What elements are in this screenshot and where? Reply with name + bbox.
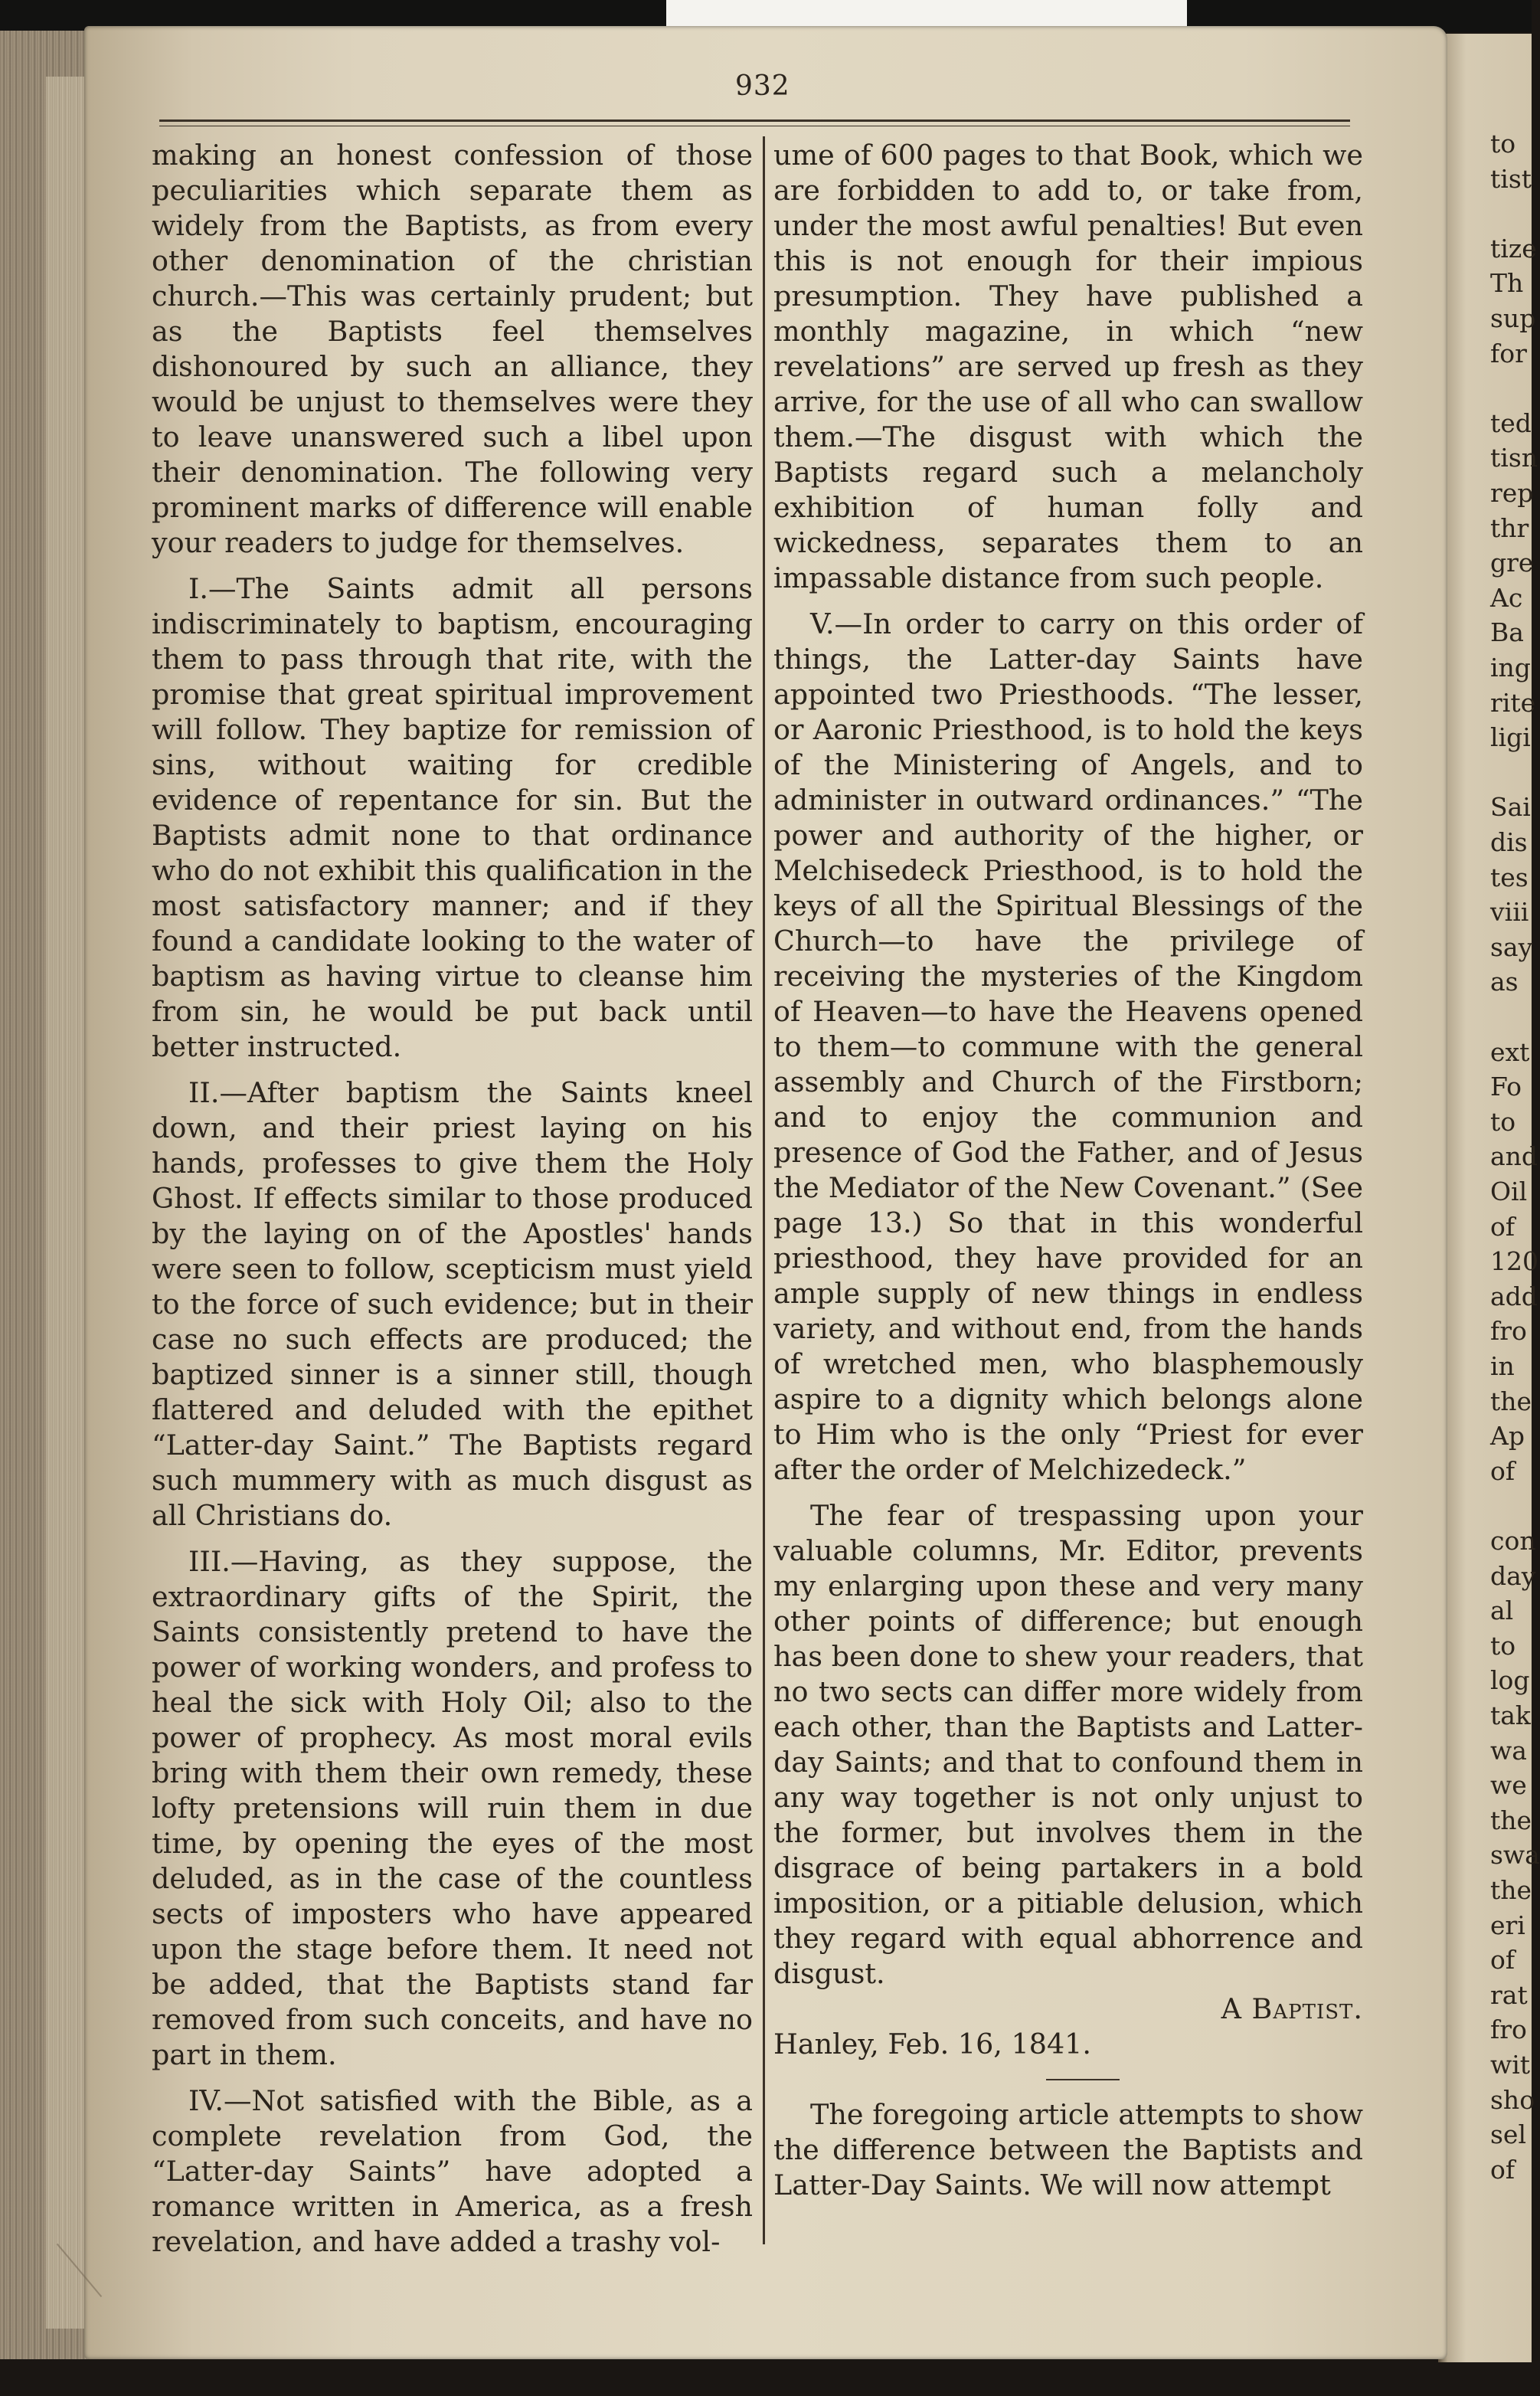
page-edges-inner xyxy=(46,77,84,2329)
paragraph-closing: The fear of trespassing upon your valuable columns, Mr. Editor, prevents my enlarging upon these and very many other points of difference; but enough has been done to shew your readers, that no two sects can differ more widely from each other, than the Baptists and Latter-day Saints; and that to confound them in any way together is not only unjust to the former, but involves them in the disgrace of being partakers in a bold imposition, or a pitiable delusion, which they regard with equal abhorrence and disgust. xyxy=(773,1499,1363,1990)
next-page-fragment xyxy=(1490,758,1536,788)
paragraph-section-4: IV.—Not satisfied with the Bible, as a complete revelation from God, the “Latter-day Saints” have adopted a romance written in America, as a fresh revelation, and have added a trashy vol- xyxy=(152,2084,753,2258)
next-page-fragment: Th xyxy=(1490,268,1524,299)
next-page-fragment: fro xyxy=(1490,2015,1527,2045)
next-page-fragment: and xyxy=(1490,1141,1538,1172)
next-page-fragment: to xyxy=(1490,1106,1516,1137)
next-page-fragment xyxy=(1490,198,1536,229)
paragraph-section-3: III.—Having, as they suppose, the extraordinary gifts of the Spirit, the Saints consistently pretend to have the power of working wonders, and profess to heal the sick with Holy Oil; also to the power of prophecy. As most moral evils bring with them their own remedy, these lofty pretensions will ruin them in due time, by opening the eyes of the most deluded, as in the case of the countless sects of imposters who have appeared upon the stage before them. It need not be added, that the Baptists stand far removed from such conceits, and have no part in them. xyxy=(152,1545,753,2071)
place-date: Hanley, Feb. 16, 1841. xyxy=(773,2028,1091,2060)
next-page-fragment: swa xyxy=(1490,1840,1540,1871)
next-page-fragment: ing xyxy=(1490,653,1531,682)
next-page-fragment: we xyxy=(1490,1770,1527,1801)
next-page-fragment: the xyxy=(1490,1386,1532,1416)
next-page-fragment: sel xyxy=(1490,2119,1527,2150)
right-column xyxy=(773,138,1363,2203)
next-page-fragment: add xyxy=(1490,1281,1538,1311)
next-page-fragment: sup xyxy=(1490,303,1536,333)
next-page-fragment: gre xyxy=(1490,548,1534,578)
next-page-fragment: ext xyxy=(1490,1036,1530,1067)
next-page-fragment: log xyxy=(1490,1665,1530,1696)
column-divider xyxy=(763,136,765,2244)
next-page-fragment: tes xyxy=(1490,862,1529,892)
paragraph-section-5: V.—In order to carry on this order of things, the Latter-day Saints have appointed two Priesthoods. “The lesser, or Aaronic Priesthood, is to hold the keys of the Ministering of Angels, and to administer in outward ordinances.” “The power and authority of the higher, or Melchisedeck Priesthood, is to hold the keys of all the Spiritual Blessings of the Church—to have the privilege of receiving the mysteries of the Kingdom of Heaven—to have the Heavens opened to them—to commune with the general assembly and Church of the Firstborn; and to enjoy the communion and presence of God the Father, and of Jesus the Mediator of the New Covenant.” (See page 13.) So that in this wonderful priesthood, they have provided for an ample supply of new things in endless variety, and without end, from the hands of wretched men, who blasphemously aspire to a dignity which belongs alone to Him who is the only “Priest for ever after the order of Melchizedeck.” xyxy=(773,607,1363,1486)
paragraph-section-2: II.—After baptism the Saints kneel down, and their priest laying on his hands, professes to give them the Holy Ghost. If effects similar to those produced by the laying on of the Apostles' hands were seen to follow, scepticism must yield to the force of such evidence; but in their case no such effects are produced; the baptized sinner is a sinner still, though flattered and deluded with the epithet “Latter-day Saint.” The Baptists regard such mummery with as much disgust as all Christians do. xyxy=(152,1076,753,1532)
next-page-fragment: to xyxy=(1490,129,1516,159)
paragraph-intro: making an honest confession of those peculiarities which separate them as widely from the Baptists, as from every other denomination of the christian church.—This was certainly prudent; but as the Baptists feel themselves dishonoured by such an alliance, they would be unjust to themselves were they to leave unanswered such a libel upon their denomination. The following very prominent marks of difference will enable your readers to judge for themselves. xyxy=(152,139,753,559)
next-page-fragment: in xyxy=(1490,1351,1515,1381)
signature: A Baptist. xyxy=(1221,1992,1363,2025)
next-page-fragment: day xyxy=(1490,1560,1536,1591)
next-page-fragment: tist xyxy=(1490,163,1532,194)
next-page-fragment: Ap xyxy=(1490,1421,1525,1452)
next-page-fragment xyxy=(1490,1002,1536,1033)
editor-note: The foregoing article attempts to show the difference between the Baptists and Latter-Day Saints. We will now attempt xyxy=(773,2098,1363,2201)
next-page-fragment: ted xyxy=(1490,408,1532,438)
next-page-fragment: tak xyxy=(1490,1700,1531,1730)
next-page-fragment: the xyxy=(1490,1875,1532,1905)
next-page-fragment xyxy=(1490,373,1536,404)
next-page-fragment: to xyxy=(1490,1630,1516,1661)
next-page-fragment: con xyxy=(1490,1526,1536,1556)
next-page-fragment: eri xyxy=(1490,1910,1525,1940)
next-page-fragment: ligi xyxy=(1490,722,1531,753)
next-page-fragment: sho xyxy=(1490,2084,1535,2115)
section-rule xyxy=(1046,2079,1120,2080)
next-page-fragment: of xyxy=(1490,1211,1515,1242)
header-rule xyxy=(159,119,1350,122)
next-page-fragment: viii xyxy=(1490,897,1529,928)
paragraph-section-1: I.—The Saints admit all persons indiscriminately to baptism, encouraging them to pass through that rite, with the promise that great spiritual improvement will follow. They baptize for remission of sins, without waiting for credible evidence of repentance for sin. But the Baptists admit none to that ordinance who do not exhibit this qualification in the most satisfactory manner; and if they found a candidate looking to the water of baptism as having virtue to cleanse him from sin, he would be put back until better instructed. xyxy=(152,572,753,1063)
next-page-fragment: Sai xyxy=(1490,792,1531,823)
next-page-fragment: Fo xyxy=(1490,1072,1522,1102)
next-page-fragment: as xyxy=(1490,967,1519,997)
paragraph-continued: ume of 600 pages to that Book, which we are forbidden to add to, or take from, under the most awful penalties! But even this is not enough for their impious presumption. They have published a monthly magazine, in which “new revelations” are served up fresh as they arrive, for the use of all who can swallow them.—The disgust with which the Baptists regard such a melancholy exhibition of human folly and wickedness, separates them to an impassable distance from such people. xyxy=(773,139,1363,594)
next-page-fragment: wa xyxy=(1490,1735,1527,1766)
next-page-fragment: thr xyxy=(1490,512,1529,543)
next-page-fragment: rite xyxy=(1490,687,1536,718)
next-page-fragment: rat xyxy=(1490,1979,1528,2010)
next-page-fragment: Oil xyxy=(1490,1177,1528,1206)
next-page-fragment: of xyxy=(1490,1455,1515,1486)
next-page-fragment: tisn xyxy=(1490,443,1538,473)
next-page-fragment: dis xyxy=(1490,827,1528,857)
next-page-fragment: Ac xyxy=(1490,582,1523,613)
next-page-fragment: fro xyxy=(1490,1316,1527,1347)
next-page-fragment: rep xyxy=(1490,478,1534,508)
next-page-fragment: the xyxy=(1490,1805,1532,1835)
next-page-fragment: tize xyxy=(1490,233,1537,263)
next-page-fragment: say xyxy=(1490,931,1533,962)
left-column xyxy=(152,138,753,2260)
next-page-fragment: 120 xyxy=(1490,1246,1538,1277)
page-number: 932 xyxy=(735,70,790,102)
next-page-fragment: Ba xyxy=(1490,617,1524,648)
next-page-fragment: of xyxy=(1490,1945,1515,1975)
next-page-fragment: al xyxy=(1490,1596,1514,1626)
page-edges xyxy=(0,31,90,2359)
next-page-fragment: for xyxy=(1490,338,1527,368)
next-page-fragment xyxy=(1490,1491,1536,1521)
next-page-fragment: wit xyxy=(1490,2050,1531,2080)
next-page-fragment: of xyxy=(1490,2154,1515,2185)
